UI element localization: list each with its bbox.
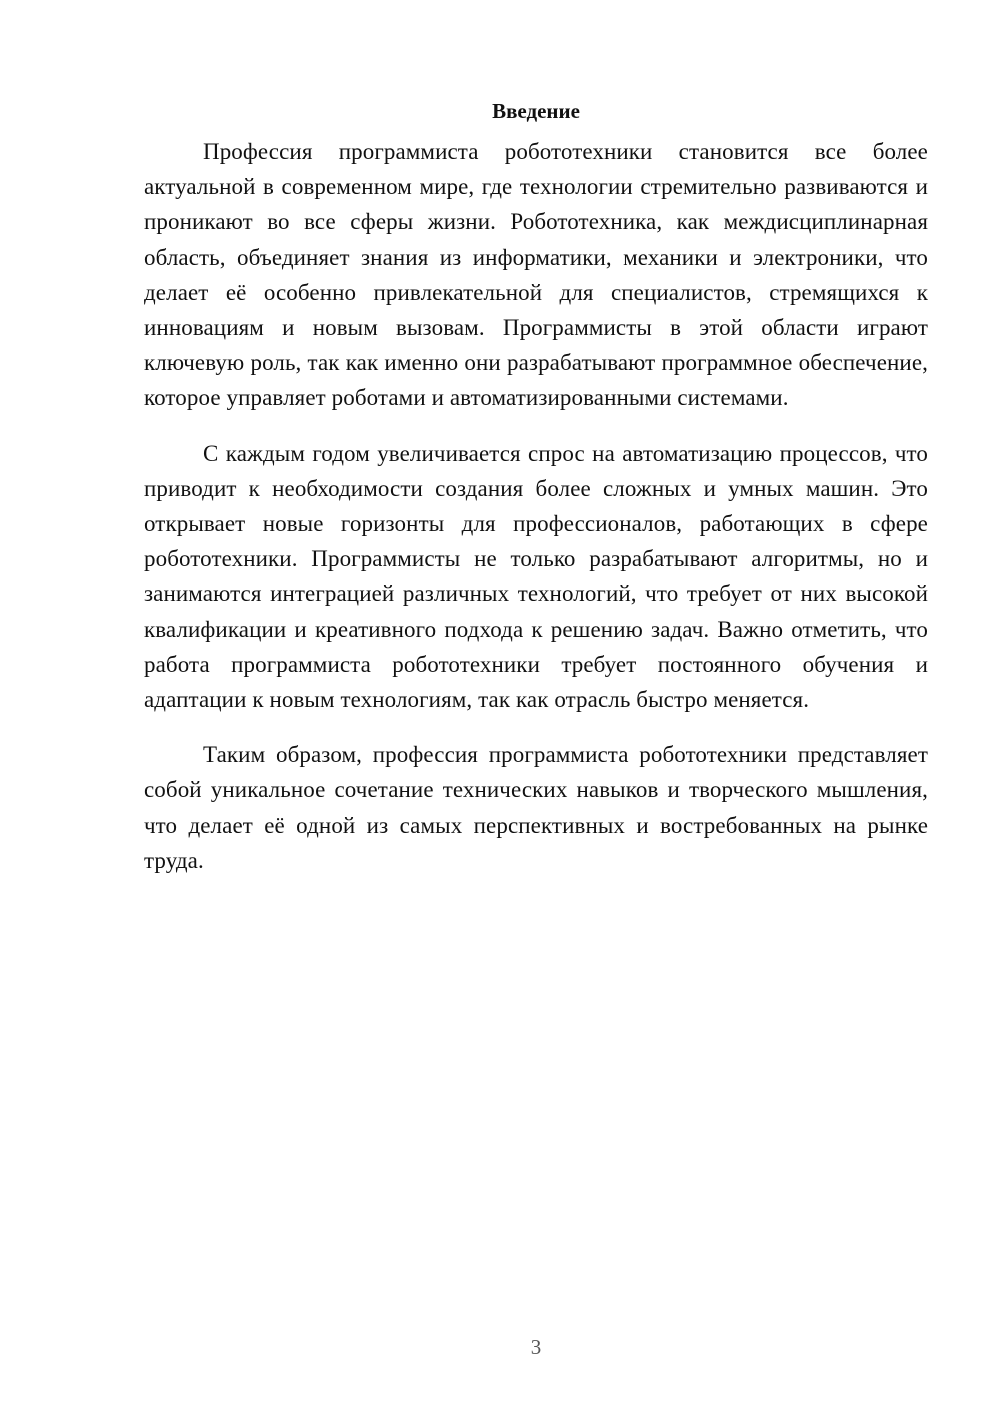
paragraph-3: Таким образом, профессия программиста робототехники представляет собой уникальное сочетание технических навыков и творческого мышления, что делает её одной из самых перспективных и востребованных на рынке труда. bbox=[144, 742, 928, 873]
paragraph-1: Профессия программиста робототехники становится все более актуальной в современном мире, где технологии стремительно развиваются и проникают во все сферы жизни. Робототехника, как междисциплинарная область, объединяет знания из информатики, механики и электроники, что делает её особенно привлекательной для специалистов, стремящихся к инновациям и новым вызовам. Программисты в этой области играют ключевую роль, так как именно они разрабатывают программное обеспечение, которое управляет роботами и автоматизированными системами. bbox=[144, 139, 928, 411]
paragraph-2: С каждым годом увеличивается спрос на автоматизацию процессов, что приводит к необходимости создания более сложных и умных машин. Это открывает новые горизонты для профессионалов, работающих в сфере робототехники. Программисты не только разрабатывают алгоритмы, но и занимаются интеграцией различных технологий, что требует от них высокой квалификации и креативного подхода к решению задач. Важно отметить, что работа программиста робототехники требует постоянного обучения и адаптации к новым технологиям, так как отрасль быстро меняется. bbox=[144, 440, 928, 713]
page-content bbox=[144, 96, 928, 898]
section-heading: Введение bbox=[492, 99, 580, 123]
page-number: 3 bbox=[530, 1335, 542, 1359]
